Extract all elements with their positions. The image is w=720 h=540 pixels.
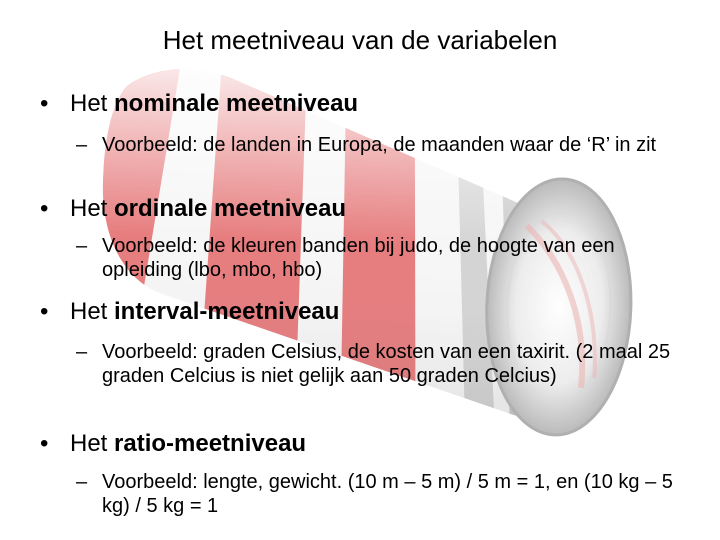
bullet-prefix: Het <box>70 195 115 222</box>
bullet-icon: • <box>40 195 49 222</box>
sub-item-interval-example <box>76 340 686 388</box>
slide-title: Het meetniveau van de variabelen <box>162 25 558 55</box>
sub-item-ratio-example <box>76 470 686 518</box>
bullet-emphasis: interval-meetniveau <box>114 298 340 325</box>
sub-item-ordinal-example <box>76 234 686 282</box>
bullet-text <box>70 430 306 458</box>
sub-item-nominal-example <box>76 133 686 157</box>
bullet-icon: • <box>40 90 49 117</box>
dash-icon: – <box>76 471 88 493</box>
bullet-icon: • <box>40 298 49 325</box>
dash-icon: – <box>76 134 88 156</box>
bullet-emphasis: nominale meetniveau <box>114 90 359 117</box>
bullet-text <box>70 195 346 223</box>
sub-item-text: Voorbeeld: de landen in Europa, de maanden waar de ‘R’ in zit <box>102 134 657 156</box>
bullet-emphasis: ratio-meetniveau <box>114 430 307 457</box>
dash-icon: – <box>76 235 88 257</box>
dash-icon: – <box>76 341 88 363</box>
bullet-text <box>70 298 339 326</box>
bullet-prefix: Het <box>70 298 115 325</box>
bullet-emphasis: ordinale meetniveau <box>114 195 347 222</box>
sub-item-text: Voorbeeld: lengte, gewicht. (10 m – 5 m) / 5 m = 1, en (10 kg – 5 kg) / 5 kg = 1 <box>102 471 673 517</box>
sub-item-text: Voorbeeld: graden Celsius, de kosten van een taxirit. (2 maal 25 graden Celcius is niet gelijk aan 50 graden Celcius) <box>102 341 671 387</box>
bullet-prefix: Het <box>70 90 115 117</box>
bullet-text <box>70 90 358 118</box>
bullet-icon: • <box>40 430 49 457</box>
sub-item-text: Voorbeeld: de kleuren banden bij judo, de hoogte van een opleiding (lbo, mbo, hbo) <box>102 235 615 281</box>
bullet-prefix: Het <box>70 430 115 457</box>
